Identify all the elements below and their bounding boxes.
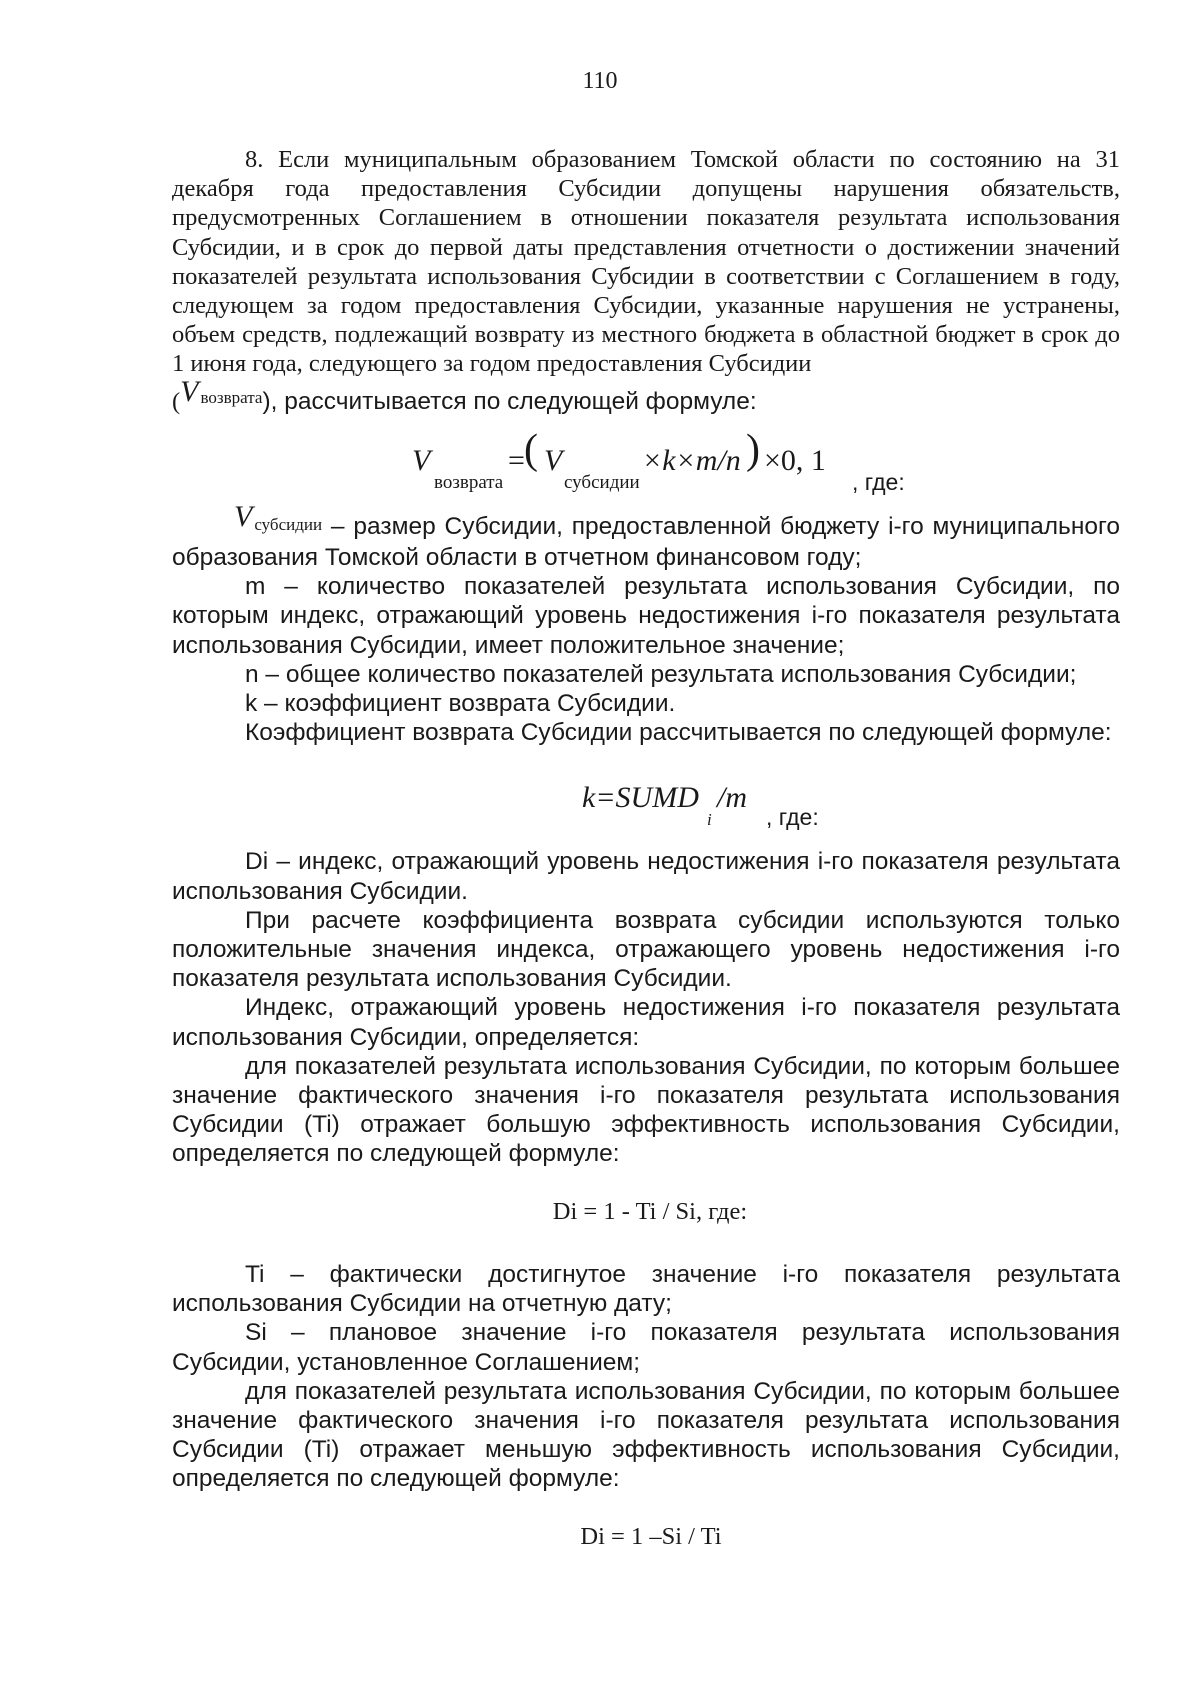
formula1-tail: ×0, 1 (764, 443, 826, 477)
open-paren: ( (172, 387, 181, 415)
formula2-where: , где: (766, 804, 819, 831)
formula1-lhs-sub: возврата (434, 471, 504, 493)
v-subsidii-definition (172, 499, 1120, 572)
formula1-rhs-v: V (544, 443, 563, 477)
formula1-lparen: ( (524, 426, 538, 473)
formula1-lhs-v: V (412, 443, 431, 477)
m-definition: m – количество показателей результата использования Субсидии, по которым индекс, отражающий уровень недостижения i-го показателя результата использования Субсидии, имеет положительное значение; (172, 573, 1120, 659)
paragraph-8-tail (172, 374, 1120, 418)
v-subsidii-subscript: субсидии (254, 514, 323, 534)
paragraph-8 (172, 145, 1120, 379)
v-subsidii-symbol: V (234, 499, 253, 533)
formula1-where: , где: (852, 468, 905, 495)
formula2-main: k=SUMD (582, 781, 699, 815)
formula1-body: ×k×m/n (642, 443, 741, 477)
formula-k (172, 747, 1120, 839)
ti-definition: Ti – фактически достигнутое значение i-го показателя результата использования Субсидии на отчетную дату; (172, 1260, 1120, 1318)
k-formula-intro: Коэффициент возврата Субсидии рассчитывается по следующей формуле: (245, 719, 1112, 747)
si-definition: Si – плановое значение i-го показателя результата использования Субсидии, установленное Соглашением; (172, 1319, 1120, 1376)
case-larger-worse: для показателей результата использования Субсидии, по которым большее значение фактического значения i-го показателя результата использования Субсидии (Ti) отражает меньшую эффективность использования Субсидии, определяется по следующей формуле: (172, 1377, 1120, 1493)
index-intro: Индекс, отражающий уровень недостижения i-го показателя результата использования Субсидии, определяется: (172, 994, 1120, 1051)
formula2-sub-i: i (707, 810, 712, 830)
positive-values-note: При расчете коэффициента возврата субсидии используются только положительные значения индекса, отражающего уровень недостижения i-го показателя результата использования Субсидии. (172, 906, 1120, 993)
formula-v-vozvrata (172, 418, 1120, 506)
paragraph-8-text: 8. Если муниципальным образованием Томской области по состоянию на 31 декабря года предоставления Субсидии допущены нарушения обязательств, предусмотренных Соглашением в отношении показателя результата использования Субсидии, и в срок до первой даты представления отчетности о достижении значений показателей результата использования Субсидии в соответствии с Соглашением в году, следующем за годом предоставления Субсидии, указанные нарушения не устранены, объем средств, подлежащий возврату из местного бюджета в областной бюджет в срок до 1 июня года, следующего за годом предоставления Субсидии (172, 146, 1120, 378)
case-larger-better: для показателей результата использования Субсидии, по которым большее значение фактического значения i-го показателя результата использования Субсидии (Ti) отражает большую эффективность использования Субсидии, определяется по следующей формуле: (172, 1052, 1120, 1168)
formula1-rhs-sub: субсидии (564, 471, 640, 493)
v-subscript-vozvrata: возврата (200, 387, 263, 407)
page-number: 110 (582, 68, 618, 94)
formula2-tail: /m (717, 781, 747, 815)
di-definition: Di – индекс, отражающий уровень недостижения i-го показателя результата использования Субсидии. (172, 848, 1120, 905)
formula-di-1: Di = 1 - Ti / Si, где: (552, 1197, 748, 1225)
formula1-rparen: ) (746, 426, 760, 473)
formula1-eq: = (508, 443, 525, 477)
formula-di-2: Di = 1 –Si / Ti (580, 1522, 722, 1550)
k-definition: k – коэффициент возврата Субсидии. (245, 690, 676, 718)
document-body (172, 145, 1120, 1551)
v-subsidii-text: – размер Субсидии, предоставленной бюджету i-го муниципального образования Томской области в отчетном финансовом году; (172, 512, 1120, 572)
paragraph-8-tail-text: ), рассчитывается по следующей формуле: (262, 387, 757, 415)
v-symbol: V (180, 374, 199, 408)
n-definition: n – общее количество показателей результата использования Субсидии; (245, 660, 1077, 688)
